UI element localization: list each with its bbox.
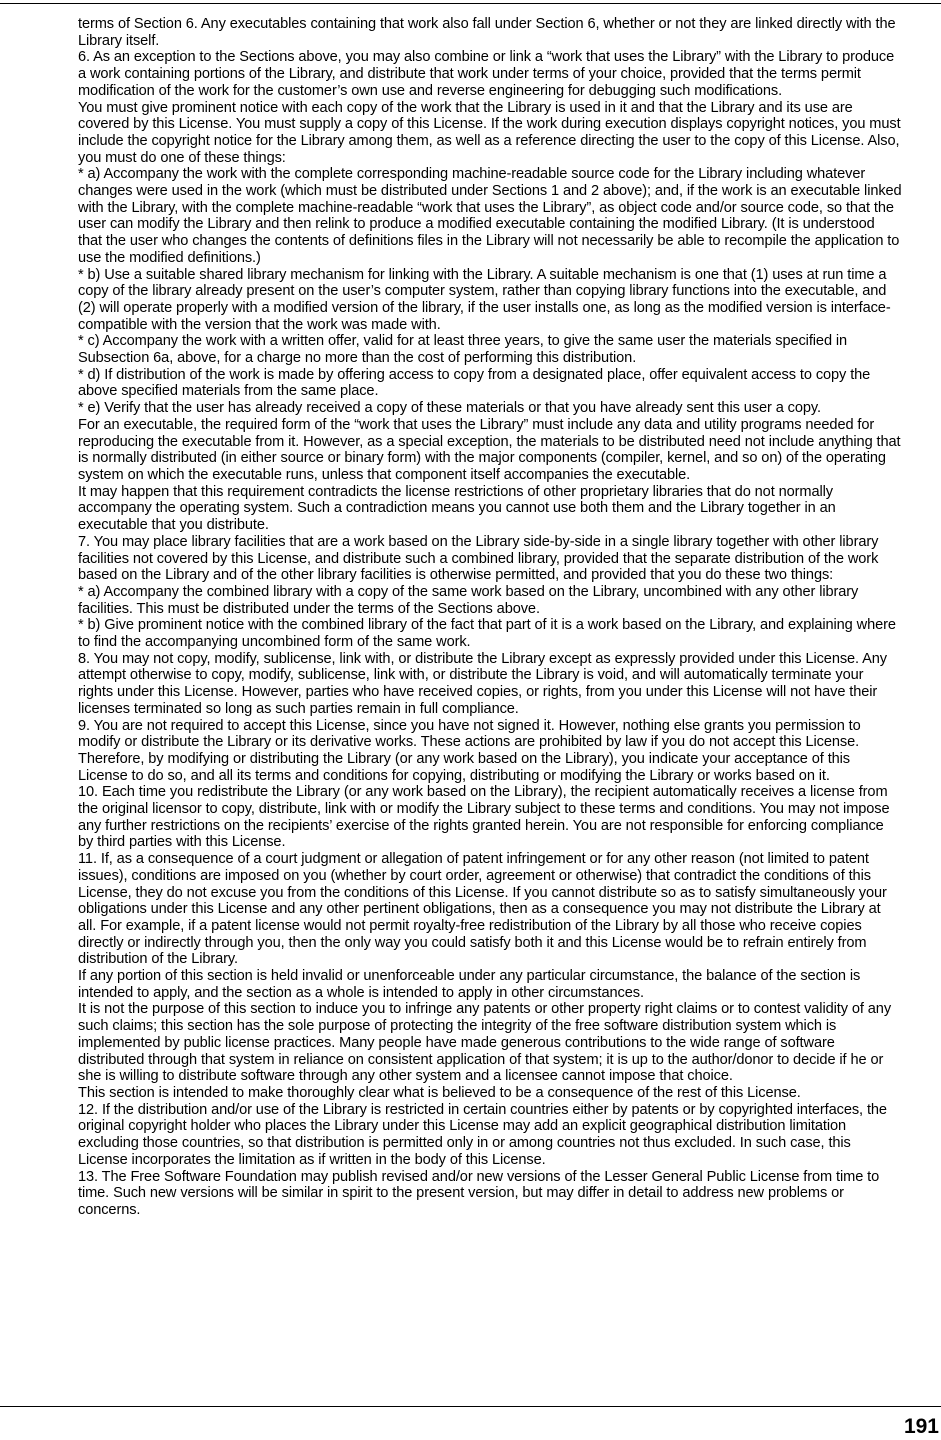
paragraph-purpose: It is not the purpose of this section to induce you to infringe any patents or other property right claims or to contest validity of any such claims; this section has the sole purpose of protecting the integrity of the free software distribution system which is implemented by public license practices. Many people have made generous contributions to the wide range of software distributed through that system in reliance on consistent application of that system; it is up to the author/donor to decide if he or she is willing to distribute software through any other system and a licensee cannot impose that choice. — [78, 1001, 892, 1085]
paragraph-section6-continued: terms of Section 6. Any executables containing that work also fall under Section 6, whether or not they are linked directly with the Library itself. — [78, 16, 896, 49]
paragraph-option-6a: * a) Accompany the work with the complete corresponding machine-readable source code for the Library including whatever changes were used in the work (which must be distributed under Sections 1 and 2 above); and, if the work is an executable linked with the Library, with the complete machine-readable “work that uses the Library”, as object code and/or source code, so that the user can modify the Library and then relink to produce a modified executable containing the modified Library. (It is understood that the user who changes the contents of definitions files in the Library will not necessarily be able to recompile the application to use the modified definitions.) — [78, 166, 902, 266]
paragraph-clarification: This section is intended to make thoroughly clear what is believed to be a consequence of the rest of this License. — [78, 1085, 801, 1101]
paragraph-option-6e: * e) Verify that the user has already received a copy of these materials or that you have already sent this user a copy. — [78, 400, 821, 417]
paragraph-section10: 10. Each time you redistribute the Library (or any work based on the Library), the recipient automatically receives a license from the original licensor to copy, distribute, link with or modify the Library subject to these terms and conditions. You may not impose any further restrictions on the recipients’ exercise of the rights granted herein. You are not responsible for enforcing compliance by third parties with this License. — [78, 784, 890, 851]
paragraph-invalid-portion: If any portion of this section is held invalid or unenforceable under any particular circumstance, the balance of the section is intended to apply, and the section as a whole is intended to apply in other circumstances. — [78, 968, 861, 1001]
page-number: 191 — [903, 1415, 939, 1438]
paragraph-section11: 11. If, as a consequence of a court judgment or allegation of patent infringement or for any other reason (not limited to patent issues), conditions are imposed on you (whether by court order, agreement or otherwise) that contradict the conditions of this License, they do not excuse you from the conditions of this License. If you cannot distribute so as to satisfy simultaneously your obligations under this License and any other pertinent obligations, then as a consequence you may not distribute the Library at all. For example, if a patent license would not permit royalty-free redistribution of the Library by all those who receive copies directly or indirectly through you, then the only way you could satisfy both it and this License would be to refrain entirely from distribution of the Library. — [78, 851, 887, 968]
paragraph-option-6d: * d) If distribution of the work is made by offering access to copy from a designated place, offer equivalent access to copy the above specified materials from the same place. — [78, 366, 871, 400]
top-rule — [0, 3, 941, 4]
paragraph-option-7a: * a) Accompany the combined library with a copy of the same work based on the Library, uncombined with any other library facilities. This must be distributed under the terms of the Sections above. — [78, 583, 859, 617]
paragraph-section13: 13. The Free Software Foundation may publish revised and/or new versions of the Lesser General Public License from time to time. Such new versions will be similar in spirit to the present version, but may differ in detail to address new problems or concerns. — [78, 1168, 880, 1218]
paragraph-section7: 7. You may place library facilities that are a work based on the Library side-by-side in a single library together with other library facilities not covered by this License, and distribute such a combined library, provided that the separate distribution of the work based on the Library and of the other library facilities is otherwise permitted, and provided that you do these two things: — [78, 533, 879, 584]
paragraph-executable-form: For an executable, the required form of the “work that uses the Library” must include any data and utility programs needed for reproducing the executable from it. However, as a special exception, the materials to be distributed need not include anything that is normally distributed (in either source or binary form) with the major components (compiler, kernel, and so on) of the operating system on which the executable runs, unless that component itself accompanies the executable. — [78, 416, 901, 483]
paragraph-option-7b: * b) Give prominent notice with the combined library of the fact that part of it is a work based on the Library, and explaining where to find the accompanying uncombined form of the same work. — [78, 617, 896, 651]
paragraph-prominent-notice: You must give prominent notice with each copy of the work that the Library is used in it and that the Library and its use are covered by this License. You must supply a copy of this License. If the work during execution displays copyright notices, you must include the copyright notice for the Library among them, as well as a reference directing the user to the copy of this License. Also, you must do one of these things: — [78, 99, 901, 166]
paragraph-option-6b: * b) Use a suitable shared library mechanism for linking with the Library. A suitable mechanism is one that (1) uses at run time a copy of the library already present on the user’s computer system, rather than copying library functions into the executable, and (2) will operate properly with a modified version of the library, if the user installs one, as long as the modified version is interface-compatible with the version that the work was made with. — [78, 266, 891, 333]
footer-rule — [0, 1406, 941, 1407]
paragraph-section8: 8. You may not copy, modify, sublicense, link with, or distribute the Library except as expressly provided under this License. Any attempt otherwise to copy, modify, sublicense, link with, or distribute the Library is void, and will automatically terminate your rights under this License. However, parties who have received copies, or rights, from you under this License will not have their licenses terminated so long as such parties remain in full compliance. — [78, 650, 888, 717]
paragraph-section9: 9. You are not required to accept this License, since you have not signed it. However, nothing else grants you permission to modify or distribute the Library or its derivative works. These actions are prohibited by law if you do not accept this License. Therefore, by modifying or distributing the Library (or any work based on the Library), you indicate your acceptance of this License to do so, and all its terms and conditions for copying, distributing or modifying the Library or works based on it. — [78, 717, 861, 784]
paragraph-option-6c: * c) Accompany the work with a written offer, valid for at least three years, to give the same user the materials specified in Subsection 6a, above, for a charge no more than the cost of performing this distribution. — [78, 333, 848, 367]
paragraph-section12: 12. If the distribution and/or use of the Library is restricted in certain countries either by patents or by copyrighted interfaces, the original copyright holder who places the Library under this License may add an explicit geographical distribution limitation excluding those countries, so that distribution is permitted only in or among countries not thus excluded. In such case, this License incorporates the limitation as if written in the body of this License. — [78, 1101, 887, 1168]
license-text-body — [78, 16, 902, 1219]
paragraph-contradiction: It may happen that this requirement contradicts the license restrictions of other proprietary libraries that do not normally accompany the operating system. Such a contradiction means you cannot use both them and the Library together in an executable that you distribute. — [78, 483, 836, 534]
paragraph-section6: 6. As an exception to the Sections above, you may also combine or link a “work that uses the Library” with the Library to produce a work containing portions of the Library, and distribute that work under terms of your choice, provided that the terms permit modification of the work for the customer’s own use and reverse engineering for debugging such modifications. — [78, 49, 895, 99]
